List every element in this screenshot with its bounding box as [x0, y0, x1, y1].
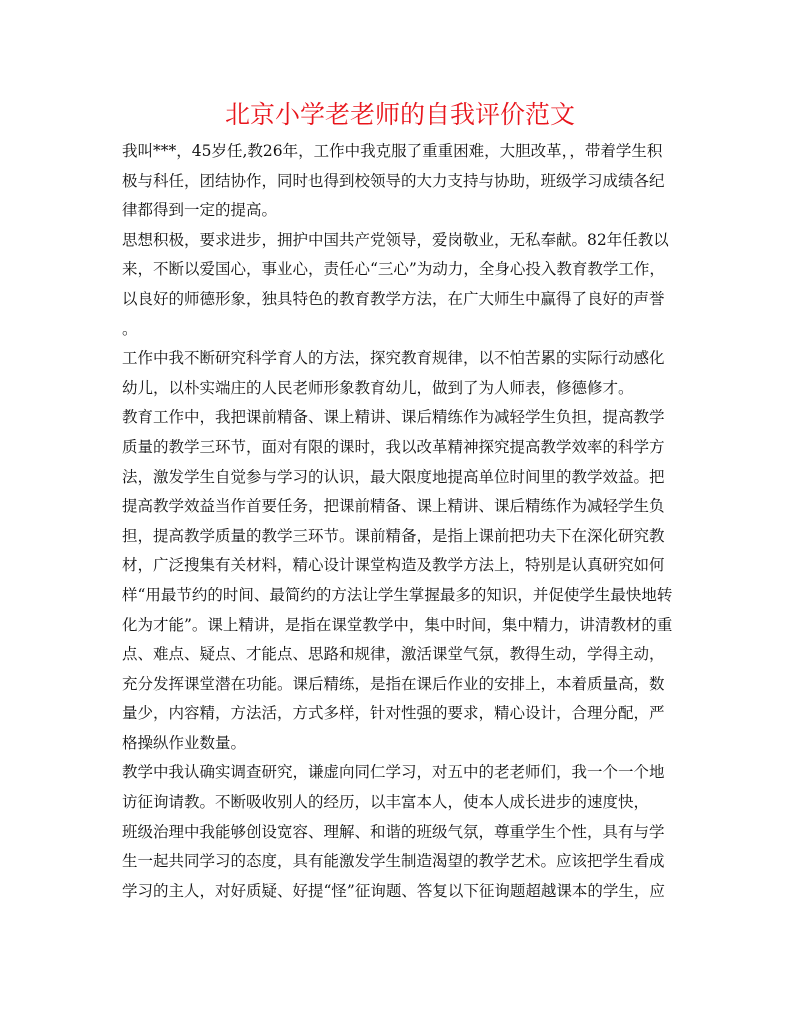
document-title: 北京小学老老师的自我评价范文	[224, 100, 575, 129]
paragraph-research: 教学中我认确实调查研究，谦虚向同仁学习，对五中的老老师们，我一个一个地 访征询请教。不断吸收别人的经历，以丰富本人，使本人成长进步的速度快，	[122, 763, 665, 812]
paragraph-teaching: 教育工作中，我把课前精备、课上精讲、课后精练作为减轻学生负担，提高教学 质量的教学三环节，面对有限的课时，我以改革精神探究提高教学效率的科学方 法，激发学生自觉参与学习的认识，最大限度地提高单位时间里的教学效益。把 提高教学效益当作首要任务，把课前精备、课上精讲、课后精练作为减轻学生负 担，提高教学质量的教学三环节。课前精备，是指上课前把功夫下在深化研究教 材，广泛搜集有关材料，精心设计课堂构造及教学方法上，特别是认真研究如何 样“用最节约的时间、最简约的方法让学生掌握最多的知识，并促使学生最快地转 化为才能”。课上精讲，是指在课堂教学中，集中时间，集中精力，讲清教材的重 点、难点、疑点、才能点、思路和规律，激活课堂气氛，教得生动，学得主动， 充分发挥课堂潜在功能。课后精练，是指在课后作业的安排上，本着质量高，数 量少，内容精，方法活，方式多样，针对性强的要求，精心设计，合理分配，严 格操纵作业数量。	[122, 408, 673, 752]
document-body	[122, 137, 678, 906]
paragraph-intro: 我叫***，45岁任,教26年，工作中我克服了重重困难，大胆改革，，带着学生积 极与科任，团结协作，同时也得到校领导的大力支持与协助，班级学习成绩各纪 律都得到一定的提高。	[122, 142, 665, 220]
paragraph-class-management: 班级治理中我能够创设宽容、理解、和谐的班级气氛，尊重学生个性，具有与学 生一起共同学习的态度，具有能激发学生制造渴望的教学艺术。应该把学生看成 学习的主人，对好质疑、好提“怪”征询题、答复以下征询题超越课本的学生，应	[122, 822, 665, 900]
paragraph-methods: 工作中我不断研究科学育人的方法，探究教育规律，以不怕苦累的实际行动感化 幼儿，以朴实端庄的人民老师形象教育幼儿，做到了为人师表，修德修才。	[122, 349, 665, 397]
paragraph-ideology: 思想积极，要求进步，拥护中国共产党领导，爱岗敬业，无私奉献。82年任教以 来，不断以爱国心，事业心，责任心“三心”为动力，全身心投入教育教学工作， 以良好的师德形象，独具特色的教育教学方法，在广大师生中赢得了良好的声誉 。	[122, 230, 669, 338]
